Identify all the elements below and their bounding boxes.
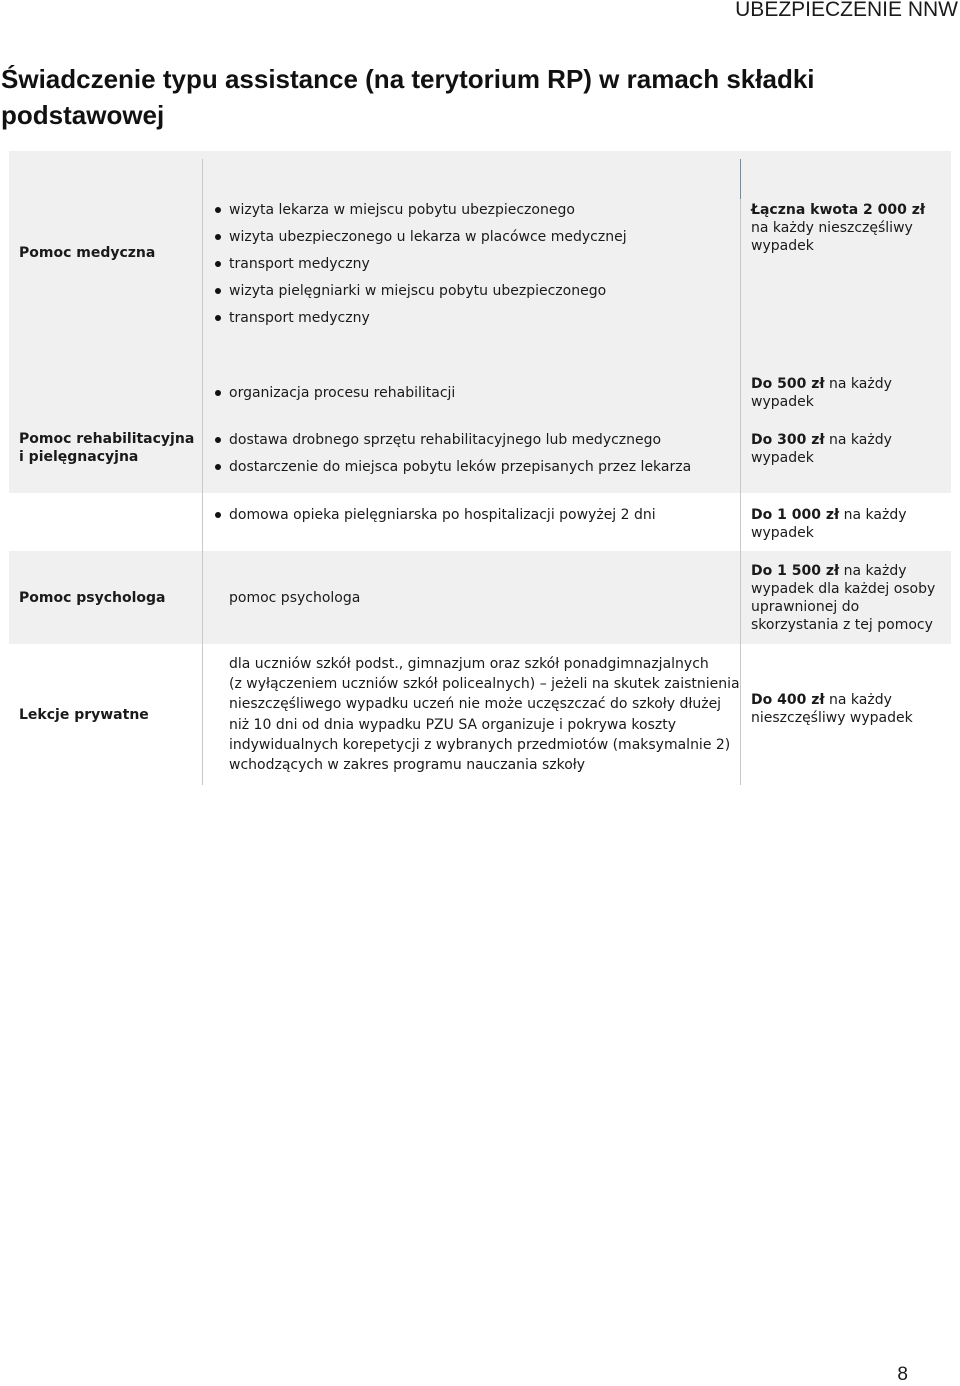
list-item: domowa opieka pielęgniarska po hospitalizacji powyżej 2 dni (229, 507, 656, 523)
column-divider-accent (740, 159, 741, 199)
description-line: niż 10 dni od dnia wypadku PZU SA organizuje i pokrywa koszty (229, 717, 676, 733)
description-line: dla uczniów szkół podst., gimnazjum oraz szkół ponadgimnazjalnych (229, 656, 709, 672)
table-row-pomoc-medyczna (9, 151, 951, 362)
list-item: organizacja procesu rehabilitacji (229, 385, 456, 401)
limit-text (751, 506, 911, 542)
limit-text (751, 201, 941, 255)
limit-text (751, 691, 921, 727)
list-item: wizyta pielęgniarki w miejscu pobytu ubezpieczonego (229, 283, 607, 299)
category-label: Lekcje prywatne (19, 707, 149, 723)
category-label: Pomoc medyczna (19, 245, 156, 261)
limit-description: na każdy wypadek dla każdej osoby uprawnionej do skorzystania z tej pomocy (751, 563, 936, 633)
description-line: nieszczęśliwego wypadku uczeń nie może uczęszczać do szkoły dłużej (229, 696, 722, 712)
limit-amount: Do 400 zł (751, 692, 825, 708)
limit-description: na każdy wypadek (751, 432, 892, 466)
limit-text (751, 375, 901, 411)
limit-amount: Do 500 zł (751, 376, 825, 392)
category-label: Pomoc psychologa (19, 590, 166, 606)
column-divider (740, 189, 741, 785)
description-line: wchodzących w zakres programu nauczania szkoły (229, 757, 586, 773)
section-title: Świadczenie typu assistance (na terytorium RP) w ramach składki podstawowej (1, 64, 815, 130)
limit-amount: Do 1 500 zł (751, 563, 840, 579)
limit-description: na każdy wypadek (751, 376, 892, 410)
limit-amount: Łączna kwota 2 000 zł (751, 202, 926, 218)
list-item: wizyta ubezpieczonego u lekarza w placówce medycznej (229, 229, 627, 245)
table-row-psycholog (9, 551, 951, 644)
list-item: dostarczenie do miejsca pobytu leków przepisanych przez lekarza (229, 459, 692, 475)
description-line: (z wyłączeniem uczniów szkół policealnych) – jeżeli na skutek zaistnienia (229, 676, 740, 692)
limit-amount: Do 300 zł (751, 432, 825, 448)
page-number: 8 (897, 1364, 908, 1385)
table-row-rehabilitacja (9, 362, 951, 551)
limit-description: na każdy nieszczęśliwy wypadek (751, 220, 913, 254)
list-item: transport medyczny (229, 310, 370, 326)
limit-description: na każdy wypadek (751, 507, 907, 541)
limit-amount: Do 1 000 zł (751, 507, 840, 523)
list-item: wizyta lekarza w miejscu pobytu ubezpieczonego (229, 202, 575, 218)
limit-text (751, 431, 901, 467)
limit-text (751, 562, 943, 634)
list-item: transport medyczny (229, 256, 370, 272)
description-line: indywidualnych korepetycji z wybranych przedmiotów (maksymalnie 2) (229, 737, 731, 753)
document-header: UBEZPIECZENIE NNW (735, 0, 958, 21)
limit-description: na każdy nieszczęśliwy wypadek (751, 692, 913, 726)
table-row-lekcje (9, 644, 951, 785)
category-label: Pomoc rehabilitacyjna i pielęgnacyjna (19, 431, 195, 465)
list-item: pomoc psychologa (229, 590, 361, 606)
list-item: dostawa drobnego sprzętu rehabilitacyjnego lub medycznego (229, 432, 662, 448)
column-divider (202, 159, 203, 785)
